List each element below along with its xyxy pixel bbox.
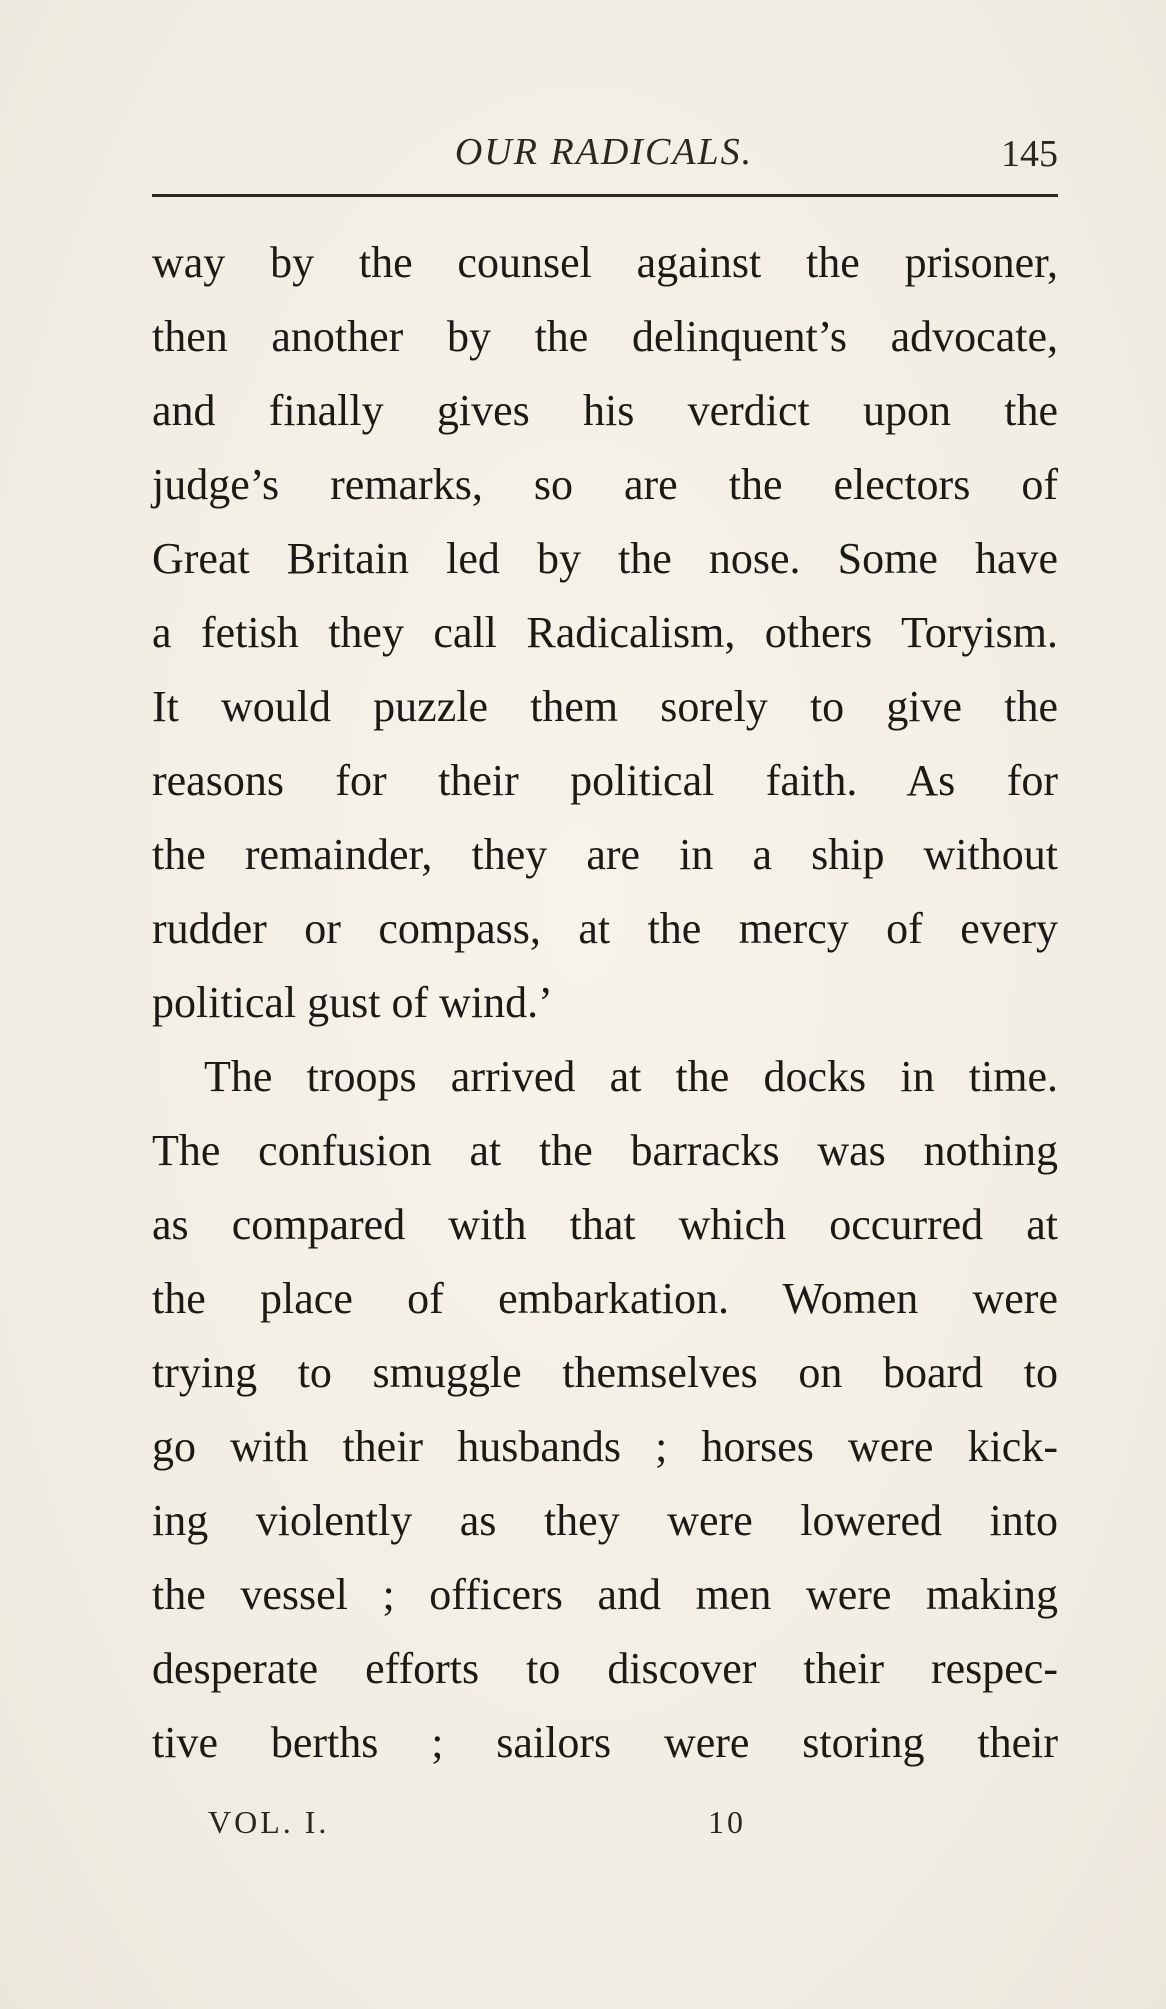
page-number: 145 [1001, 133, 1058, 175]
text-line: tive berths ; sailors were storing their [152, 1718, 1058, 1767]
text-line: the place of embarkation. Women were [152, 1274, 1058, 1323]
text-line: the vessel ; officers and men were making [152, 1570, 1058, 1619]
text-line: reasons for their political faith. As for [152, 756, 1058, 805]
header-rule [152, 194, 1058, 197]
paragraph-end-line: political gust of wind.’ [152, 978, 553, 1027]
paragraph-start-line: The troops arrived at the docks in time. [204, 1052, 1058, 1101]
volume-signature: VOL. I. [208, 1804, 330, 1840]
sheet-number: 10 [708, 1804, 746, 1840]
text-line: trying to smuggle themselves on board to [152, 1348, 1058, 1397]
text-line: and finally gives his verdict upon the [152, 386, 1058, 435]
text-line: Great Britain led by the nose. Some have [152, 534, 1058, 583]
text-line: ing violently as they were lowered into [152, 1496, 1058, 1545]
text-line: judge’s remarks, so are the electors of [152, 460, 1058, 509]
text-line: It would puzzle them sorely to give the [152, 682, 1058, 731]
page-footer [208, 1804, 908, 1854]
text-line: The confusion at the barracks was nothing [152, 1126, 1058, 1175]
text-line: a fetish they call Radicalism, others Toryism. [152, 608, 1058, 657]
text-line: way by the counsel against the prisoner, [152, 238, 1058, 287]
text-line: as compared with that which occurred at [152, 1200, 1058, 1249]
body-text [152, 226, 1058, 1780]
text-line: desperate efforts to discover their respec- [152, 1644, 1058, 1693]
running-title: OUR RADICALS. [454, 131, 754, 173]
text-line: go with their husbands ; horses were kick- [152, 1422, 1058, 1471]
text-line: the remainder, they are in a ship without [152, 830, 1058, 879]
text-line: rudder or compass, at the mercy of every [152, 904, 1058, 953]
text-line: then another by the delinquent’s advocate, [152, 312, 1058, 361]
running-header [150, 126, 1058, 186]
